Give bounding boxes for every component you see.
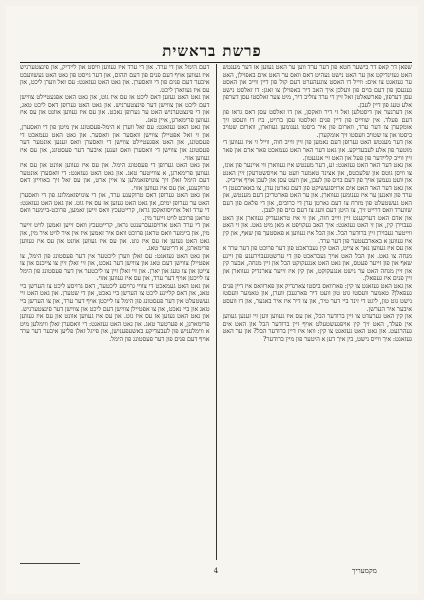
running-head: מקמעריך <box>352 567 377 575</box>
paragraph: און קין האט גערעדט צו זיין ברודער הבל, און עס איז געווען ווען זיי זענען געווען אין פעלד, האט זיך קין אויפגעשטעלט אויף זיין ברודער הבל און האט אים געהרגעט. און גאט האט געזאגט צו קין: וואו איז דיין ברודער הבל? און ער האט געזאגט: איך ווייס נישט, בין איך דען א היטער פון מיין ברודער? <box>222 313 412 343</box>
right-column <box>223 64 413 560</box>
paragraph: און גאט האט געזאגט: עס זאלן ווערן ליכטער אין דער פעסטונג פון הימל, צו אפטיילן צווישן דעם טאג און צווישן דער נאכט, און זיי זאלן זיין צו צייכנס און צו צייטן און צו טעג און יארן. און זיי זאלן זיין צו ליכטער אין דער פעסטונג פון הימל צו לייכטן אויף דער ערד, און עס איז געווען אזוי. <box>20 252 210 283</box>
page-header <box>6 40 418 62</box>
page-footer <box>20 564 412 578</box>
parsha-title: פרשת בראשית <box>162 42 262 60</box>
paragraph: און גאט האט גערופן דאס טרוקענע ערד, און די צונויפזאמלונג פון די וואסערן האט ער גערופן ימים, און גאט האט געזען אז עס איז גוט. און גאט האט געזאגט: די ערד זאל ארויסוואקסן גראז, קרייטעכץ וואס זייען זאמען, פרוכט-ביימער וואס טראגן פרוכט לויט זייער מין. <box>20 192 210 222</box>
column-divider <box>216 64 217 560</box>
paragraph: און אדם האט דערקענט זיין ווייב חוה, און זי איז טראגעדיק געווארן און האט געבוירן קין, און זי האט געזאגט: איך האב געקויפט א מאן מיט גאט. און זי האט ווייטער געבוירן זיין ברודער הבל. און הבל איז געווען א פאסטעך פון שאף, און קין איז געווען א באארבעטער פון דער ערד. <box>222 214 412 245</box>
paragraph: און עס איז געווען נאך א צייט, האט קין געבראכט פון דער פרוכט פון דער ערד א מנחה צו גאט. און הבל האט אויך געבראכט פון די ערשטגעבוירענע פון זיינע שאף און פון זייער פעטס, און גאט האט אנגעקוקט הבל און זיין מנחה, אבער קין און זיין מנחה האט ער נישט אנגעקוקט, און קין איז זייער צארנדיק געווארן און זיין פנים איז געפאלן. <box>222 245 412 283</box>
paragraph: און גאט האט געזען אז עס איז גוט. און עס איז געווען אוונט און עס איז געווען פרימארגן, א פערטער טאג. און גאט האט געזאגט: די וואסערן זאלן ווימלען מיט א ווימלעניש פון לעבעדיקע באשעפענישן, און פייגל זאלן פליען איבער דער ערד אויף דעם פנים פון דער פעסטונג פון הימל. <box>20 313 210 343</box>
paragraph: און דערנער און דיסטלען זאל זי דיר וואקסן, און דו זאלסט עסן דאס גראז פון דעם פעלד. אין שווייס פון דיין פנים זאלסטו עסן ברויט, ביז דו וועסט זיך אומקערן צו דער ערד, ווארום פון איר ביסטו גענומען געווארן, ווארום שטויב ביסטו און צו שטויב וועסטו זיך אומקערן. <box>222 109 412 139</box>
page-number: 4 <box>213 567 219 575</box>
paragraph: און גאט האט געזאגט צו קין: פארוואס ביסטו צארנדיק און פארוואס איז דיין פנים געפאלן? טאמער וועסטו גוט טון וועט דיר פארגעבן ווערן, און טאמער וועסטו נישט גוט טון, ליגט די זינד ביי דער טיר, און צו דיר איז איר באגער, און דו וועסט איבער איר הערשן. <box>222 282 412 313</box>
paragraph: און גאט דער האר האט אים ארויסגעשיקט פון דעם גארטן עדן, צו באארבעטן די ערד פון וואנען ער איז גענומען געווארן. און ער האט פארטריבן דעם מענטש, און האט געשטעלט פון מזרח צו דעם גארטן עדן די כרובים, און די פלאם פון דעם שווערד וואס דרייט זיך, צו היטן דעם וועג צו דעם בוים פון לעבן. <box>222 184 412 215</box>
paragraph: און דער מענטש האט גערופן דעם נאמען פון זיין ווייב חוה, ווייל זי איז געווען די מוטער פון אלע לעבעדיקע. און גאט דער האר האט געמאכט פאר אדם און פאר זיין ווייב קליידער פון פעל און האט זיי אנגעטון. <box>222 139 412 162</box>
paragraph: און גאט האט געזאגט: עס זאל ווערן א הימל-פעסטונג אין מיטן פון די וואסערן, און זי זאל אפטיילן צווישן וואסער און וואסער. און גאט האט געמאכט די פעסטונג, און האט אפגעטיילט צווישן די וואסערן וואס זענען אונטער דער פעסטונג און צווישן די וואסערן וואס זענען איבער דער פעסטונג, און עס איז געווען אזוי. <box>20 124 210 162</box>
paragraph: דעם הימל און די ערד. און די ערד איז געווען וויסט און ליידיק, און פינצטערניש איז געווען אויף דעם פנים פון דעם תהום, און דער גייסט פון גאט האט געשוועבט איבער דעם פנים פון די וואסערן. און גאט האט געזאגט: עס זאל ווערן ליכט, און עס איז געווארן ליכט. <box>20 64 210 94</box>
paragraph: און גאט דער האר האט געזאגט: זע, דער מענטש איז געווארן ווי איינער פון אונז, צו וויסן גוטס און שלעכטס, און אצינד טאמער וועט ער אויסשטרעקן זיין האנט און וועט נעמען אויך פון דעם בוים פון לעבן, און וועט עסן און לעבן אויף אייביק. <box>222 162 412 185</box>
paragraph: שפאן דר קאפ דר בישער חטא פון דער ערד ווען ער האט געזען אז דער מענטש האט געזינדיקט און ער האט נישט געהיט דאס וואס ער האט אים באפוילן, האט ער געזאגט צו אים: ווייל דו האסט צוגעהערט דעם קול פון דיין ווייב און האסט געגעסן פון דעם בוים פון וועלכן איך האב דיר באפוילן צו זאגן: דו זאלסט נישט עסן דערפון, פארשאלטן זאל זיין די ערד צוליב דיר, מיט צער זאלסטו עסן דערפון אלע טעג פון דיין לעבן. <box>222 64 412 109</box>
text-columns <box>20 64 412 560</box>
paragraph: און גאט האט געמאכט די צוויי גרויסע ליכטער, דאס גרויסע ליכט צו הערשן ביי טאג, און דאס קליינע ליכט צו הערשן ביי נאכט, און די שטערן. און גאט האט זיי געשטעלט אין דער פעסטונג פון הימל צו לייכטן אויף דער ערד, און צו הערשן ביי טאג און ביי נאכט, און צו אפטיילן צווישן דעם ליכט און צווישן דער פינצטערניש. <box>20 282 210 313</box>
paragraph: און די ערד האט ארויסגעברענגט גראז, קרייטעכץ וואס זייען זאמען לויט זייער מין, און ביימער וואס טראגן פרוכט וואס איר זאמען איז אין איר לויט איר מין, און גאט האט געזען אז עס איז גוט. און עס איז געווען אוונט און עס איז געווען פרימארגן, א דריטער טאג. <box>20 222 210 253</box>
paragraph: און גאט האט גערופן די פעסטונג הימל. און עס איז געווען אוונט און עס איז געווען פרימארגן, א צווייטער טאג. און גאט האט געזאגט: די וואסערן אונטער דעם הימל זאלן זיך צונויפזאמלען צו איין ארט, און עס זאל זיך באווייזן דאס טרוקענע, און עס איז געווען אזוי. <box>20 162 210 192</box>
paragraph: און גאט האט געזען דאס ליכט אז עס איז גוט, און גאט האט אפגעטיילט צווישן דעם ליכט און צווישן דער פינצטערניש. און גאט האט גערופן דאס ליכט טאג, און די פינצטערניש האט ער גערופן נאכט. און עס איז געווען אוונט און עס איז געווען פרימארגן, איין טאג. <box>20 94 210 124</box>
left-column <box>20 64 210 560</box>
book-page <box>6 6 418 594</box>
header-rule <box>20 62 412 63</box>
